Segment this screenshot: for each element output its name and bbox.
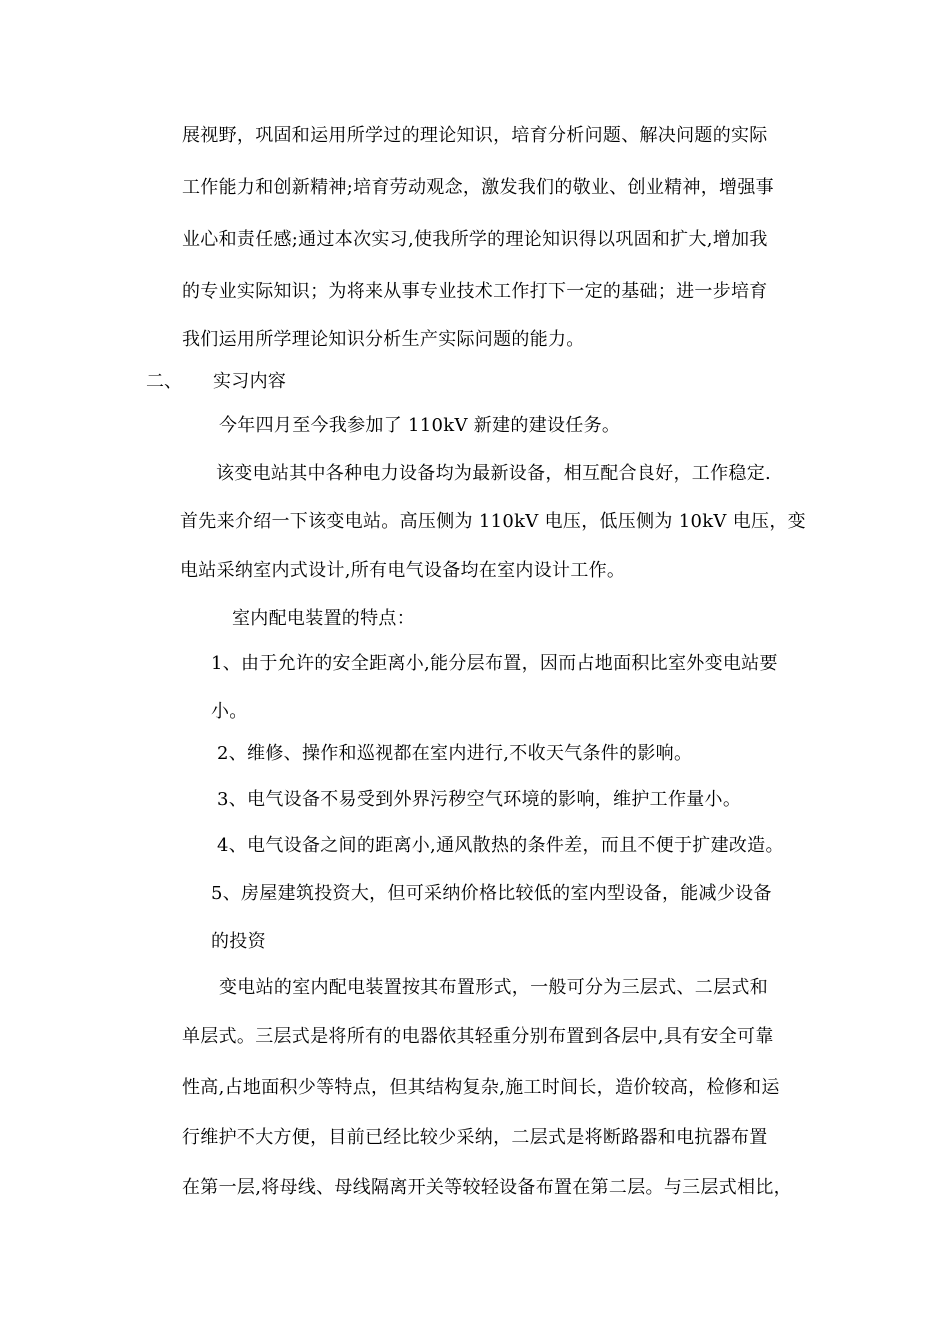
feature-item: 5、房屋建筑投资大，但可采纳价格比较低的室内型设备，能减少设备 <box>211 883 772 904</box>
paragraph-line: 该变电站其中各种电力设备均为最新设备，相互配合良好，工作稳定. <box>216 463 772 484</box>
paragraph-line: 单层式。三层式是将所有的电器依其轻重分别布置到各层中,具有安全可靠 <box>182 1026 774 1047</box>
feature-item: 3、电气设备不易受到外界污秽空气环境的影响，维护工作量小。 <box>217 789 742 810</box>
paragraph-line: 的专业实际知识；为将来从事专业技术工作打下一定的基础；进一步培育 <box>182 281 768 302</box>
feature-item: 4、电气设备之间的距离小,通风散热的条件差，而且不便于扩建改造。 <box>217 835 784 856</box>
paragraph-line: 我们运用所学理论知识分析生产实际问题的能力。 <box>182 329 585 350</box>
features-heading: 室内配电装置的特点： <box>232 608 415 629</box>
paragraph-line: 性高,占地面积少等特点，但其结构复杂,施工时间长，造价较高，检修和运 <box>182 1077 780 1098</box>
section-number: 二、 <box>146 371 182 392</box>
feature-item-continuation: 小。 <box>211 701 248 722</box>
paragraph-line: 展视野，巩固和运用所学过的理论知识，培育分析问题、解决问题的实际 <box>182 125 768 146</box>
paragraph-line: 工作能力和创新精神;培育劳动观念，激发我们的敬业、创业精神，增强事 <box>182 177 774 198</box>
paragraph-line: 首先来介绍一下该变电站。高压侧为 110kV 电压，低压侧为 10kV 电压，变 <box>180 511 806 532</box>
feature-item: 2、维修、操作和巡视都在室内进行,不收天气条件的影响。 <box>217 743 693 764</box>
paragraph-line: 电站采纳室内式设计,所有电气设备均在室内设计工作。 <box>180 560 626 581</box>
paragraph-line: 业心和责任感;通过本次实习,使我所学的理论知识得以巩固和扩大,增加我 <box>182 229 768 250</box>
feature-item-continuation: 的投资 <box>211 931 266 952</box>
section-title: 实习内容 <box>213 371 287 392</box>
paragraph-line: 行维护不大方便，目前已经比较少采纳，二层式是将断路器和电抗器布置 <box>182 1127 768 1148</box>
paragraph-line: 变电站的室内配电装置按其布置形式，一般可分为三层式、二层式和 <box>219 977 768 998</box>
paragraph-line: 在第一层,将母线、母线隔离开关等较轻设备布置在第二层。与三层式相比， <box>182 1177 792 1198</box>
intro-line: 今年四月至今我参加了 110kV 新建的建设任务。 <box>219 415 621 436</box>
feature-item: 1、由于允许的安全距离小,能分层布置，因而占地面积比室外变电站要 <box>211 653 778 674</box>
